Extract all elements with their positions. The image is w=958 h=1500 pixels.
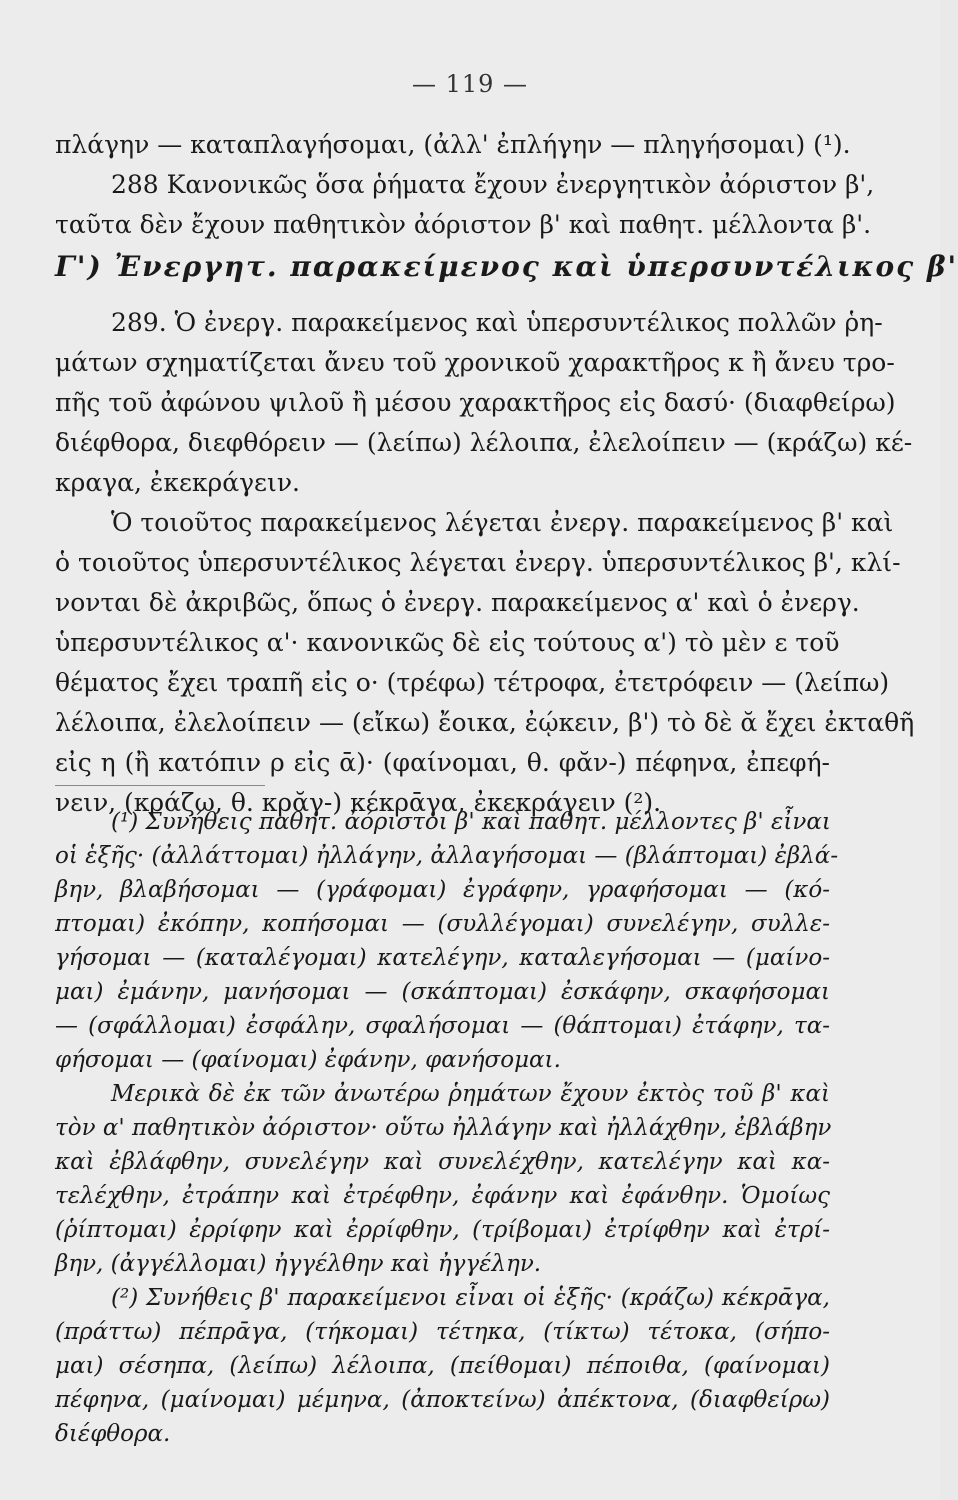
body-paragraphs — [55, 303, 915, 823]
top-paragraph — [55, 125, 875, 245]
page-number: — 119 — — [411, 70, 529, 98]
footnote-line: οἱ ἑξῆς· (ἀλλάττομαι) ἠλλάγην, ἀλλαγήσομαι — (βλάπτομαι) ἐβλά- — [55, 843, 839, 869]
footnote-line: διέφθορα. — [55, 1421, 171, 1447]
footnote-line: πέφηνα, (μαίνομαι) μέμηνα, (ἀποκτείνω) ἀπέκτονα, (διαφθείρω) — [55, 1387, 830, 1413]
footnote-line: — (σφάλλομαι) ἐσφάλην, σφαλήσομαι — (θάπτομαι) ἐτάφην, τα- — [55, 1013, 830, 1039]
footnote-line: Μερικὰ δὲ ἐκ τῶν ἀνωτέρω ῥημάτων ἔχουν ἐκτὸς τοῦ β' καὶ — [111, 1081, 830, 1107]
footnote-line: (¹) Συνήθεις παθητ. ἀόριστοι β' καὶ παθητ. μέλλοντες β' εἶναι — [111, 809, 831, 835]
text-line: πλάγην — καταπλαγήσομαι, (ἀλλ' ἐπλήγην — πληγήσομαι) (¹). — [55, 130, 851, 159]
text-line: ὁ τοιοῦτος ὑπερσυντέλικος λέγεται ἐνεργ. ὑπερσυντέλικος β', κλί- — [55, 548, 901, 577]
footnote-divider — [55, 785, 265, 786]
text-line: ταῦτα δὲν ἔχουν παθητικὸν ἀόριστον β' καὶ παθητ. μέλλοντα β'. — [55, 210, 872, 239]
footnote-line: φήσομαι — (φαίνομαι) ἐφάνην, φανήσομαι. — [55, 1047, 561, 1073]
text-line: διέφθορα, διεφθόρειν — (λείπω) λέλοιπα, ἐλελοίπειν — (κράζω) κέ- — [55, 428, 913, 457]
text-line: θέματος ἔχει τραπῆ εἰς ο· (τρέφω) τέτροφα, ἐτετρόφειν — (λείπω) — [55, 668, 890, 697]
text-line: 288 Κανονικῶς ὅσα ῥήματα ἔχουν ἐνεργητικὸν ἀόριστον β', — [111, 170, 875, 199]
text-line: Ὁ τοιοῦτος παρακείμενος λέγεται ἐνεργ. παρακείμενος β' καὶ — [111, 508, 894, 537]
text-line: λέλοιπα, ἐλελοίπειν — (εἴκω) ἔοικα, ἐῴκειν, β') τὸ δὲ ᾰ ἔχει ἐκταθῆ — [55, 708, 915, 737]
footnote-line: (²) Συνήθεις β' παρακείμενοι εἶναι οἱ ἑξῆς· (κράζω) κέκρᾱγα, — [111, 1285, 830, 1311]
footnote-line: καὶ ἐβλάφθην, συνελέγην καὶ συνελέχθην, κατελέγην καὶ κα- — [55, 1149, 830, 1175]
text-line: νονται δὲ ἀκριβῶς, ὅπως ὁ ἐνεργ. παρακείμενος α' καὶ ὁ ἐνεργ. — [55, 588, 860, 617]
footnote-line: βην, (ἀγγέλλομαι) ἠγγέλθην καὶ ἠγγέλην. — [55, 1251, 542, 1277]
text-line: νειν, (κράζω, θ. κρᾰγ-) κέκρᾱγα, ἐκεκράγειν (²). — [55, 788, 662, 817]
footnote-line: (πράττω) πέπρᾱγα, (τήκομαι) τέτηκα, (τίκτω) τέτοκα, (σήπο- — [55, 1319, 830, 1345]
footnote-line: μαι) ἐμάνην, μανήσομαι — (σκάπτομαι) ἐσκάφην, σκαφήσομαι — [55, 979, 830, 1005]
text-line: μάτων σχηματίζεται ἄνευ τοῦ χρονικοῦ χαρακτῆρος κ ἢ ἄνευ τρο- — [55, 348, 895, 377]
footnote-line: πτομαι) ἐκόπην, κοπήσομαι — (συλλέγομαι) συνελέγην, συλλε- — [55, 911, 830, 937]
text-line: εἰς η (ἢ κατόπιν ρ εἰς ᾱ)· (φαίνομαι, θ. φᾰν-) πέφηνα, ἐπεφή- — [55, 748, 830, 777]
footnote-line: τελέχθην, ἐτράπην καὶ ἐτρέφθην, ἐφάνην καὶ ἐφάνθην. Ὁμοίως — [55, 1183, 830, 1209]
footnotes — [55, 805, 839, 1451]
text-line: πῆς τοῦ ἀφώνου ψιλοῦ ἢ μέσου χαρακτῆρος εἰς δασύ· (διαφθείρω) — [55, 388, 896, 417]
text-line: 289. Ὁ ἐνεργ. παρακείμενος καὶ ὑπερσυντέλικος πολλῶν ῥη- — [111, 308, 883, 337]
footnote-line: βην, βλαβήσομαι — (γράφομαι) ἐγράφην, γραφήσομαι — (κό- — [55, 877, 830, 903]
text-line: ὑπερσυντέλικος α'· κανονικῶς δὲ εἰς τούτους α') τὸ μὲν ε τοῦ — [55, 628, 840, 657]
footnote-line: (ῥίπτομαι) ἐρρίφην καὶ ἐρρίφθην, (τρίβομαι) ἐτρίφθην καὶ ἐτρί- — [55, 1217, 830, 1243]
footnote-line: μαι) σέσηπα, (λείπω) λέλοιπα, (πείθομαι) πέποιθα, (φαίνομαι) — [55, 1353, 830, 1379]
section-heading: Γ') Ἐνεργητ. παρακείμενος καὶ ὑπερσυντέλικος β' — [55, 250, 958, 283]
text-line: κραγα, ἐκεκράγειν. — [55, 468, 300, 497]
footnote-line: γήσομαι — (καταλέγομαι) κατελέγην, καταλεγήσομαι — (μαίνο- — [55, 945, 830, 971]
footnote-line: τὸν α' παθητικὸν ἀόριστον· οὕτω ἠλλάγην καὶ ἠλλάχθην, ἐβλάβην — [55, 1115, 832, 1141]
